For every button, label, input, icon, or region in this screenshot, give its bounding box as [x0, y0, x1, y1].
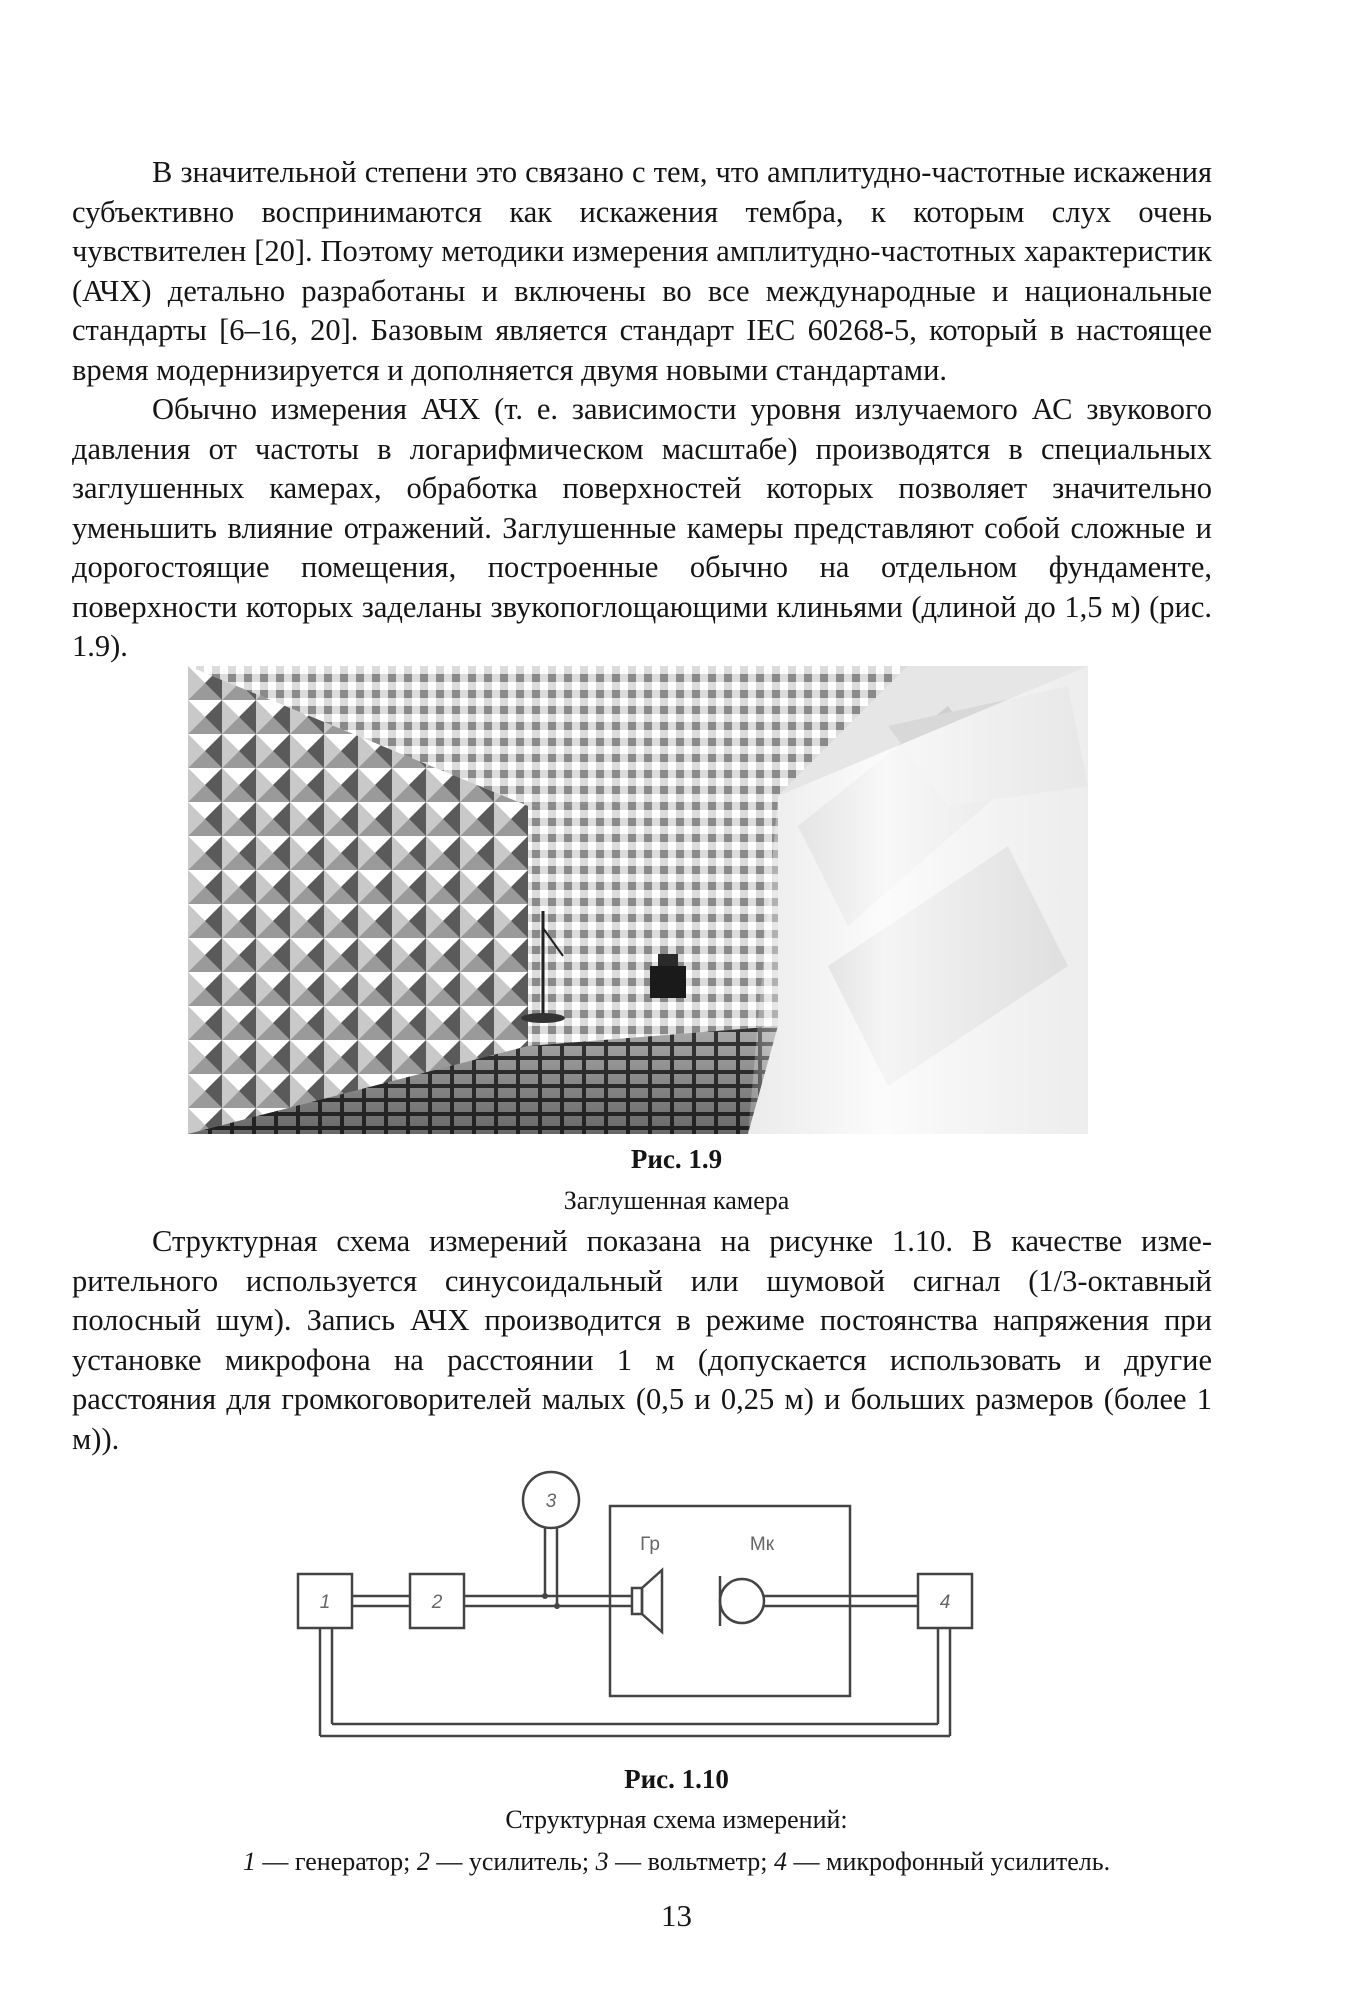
- block-4-label: 4: [939, 1592, 951, 1613]
- legend-text-4: — микрофонный усилитель.: [786, 1847, 1111, 1876]
- legend-text-3: — вольтметр;: [608, 1847, 774, 1876]
- legend-num-2: 2: [416, 1847, 430, 1876]
- legend-num-4: 4: [773, 1847, 787, 1876]
- legend-text-1: — генератор;: [255, 1847, 417, 1876]
- figure-1-10-title: Рис. 1.10: [624, 1764, 729, 1794]
- paragraph-3: Структурная схема измерений показана на рисунке 1.10. В качестве измерительного используется синусоидальный или шумовой сигнал (1/3-октавный полосный шум). Запись АЧХ производится в режиме постоянства напряжения при установке микрофона на расстоянии 1 м (допускается использовать и другие расстояния для громкоговорителей малых (0,5 и 0,25 м) и больших размеров (более 1 м)).: [72, 1224, 1212, 1456]
- anechoic-chamber-photo: [188, 666, 1088, 1134]
- block-3-label: 3: [545, 1491, 557, 1512]
- legend-num-1: 1: [242, 1847, 256, 1876]
- page-number: 13: [661, 1898, 692, 1933]
- paragraph-2: Обычно измерения АЧХ (т. е. зависимости уровня излучаемого АС звукового давления от частоты в логарифмическом масштабе) производятся в специальных заглушенных камерах, обработка поверхностей которых позволяет значительно уменьшить влияние отражений. Заглушенные камеры представляют собой сложные и дорогостоящие помещения, построенные обычно на отдельном фундаменте, поверхности которых заделаны звукопоглощающими клиньями (длиной до 1,5 м) (рис. 1.9).: [72, 392, 1212, 663]
- mic-label: Мк: [749, 1534, 775, 1555]
- legend-num-3: 3: [595, 1847, 609, 1876]
- paragraph-1: В значительной степени это связано с тем, что амплитудно-частотные искажения субъективно воспринимаются как искажения тембра, к которым слух очень чувствителен [20]. Поэтому методики измерения амплитудно-частотных характеристик (АЧХ) детально разработаны и включены во все международные и национальные стандарты [6–16, 20]. Базовым является стандарт IEC 60268-5, который в настоящее время модернизируется и дополняется двумя новыми стандартами.: [72, 155, 1212, 387]
- legend-text-2: — усилитель;: [429, 1847, 596, 1876]
- figure-1-9-title: Рис. 1.9: [630, 1144, 723, 1174]
- block-1-label: 1: [319, 1592, 331, 1613]
- figure-1-10-legend: [0, 1846, 1353, 1878]
- block-2-label: 2: [431, 1592, 443, 1613]
- figure-1-9-caption: Заглушенная камера: [563, 1186, 790, 1215]
- figure-1-10-caption: Структурная схема измерений:: [505, 1805, 848, 1834]
- measurement-block-diagram: [280, 1468, 1000, 1748]
- speaker-label: Гр: [640, 1534, 660, 1555]
